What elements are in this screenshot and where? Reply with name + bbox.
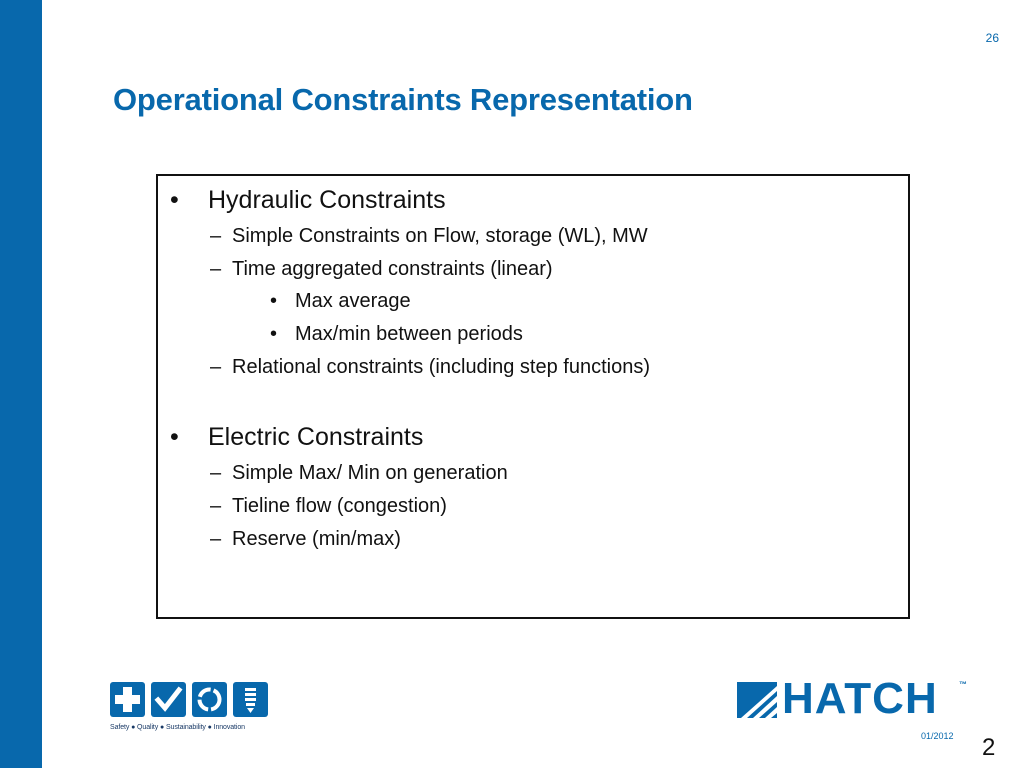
values-tagline: Safety ● Quality ● Sustainability ● Innovation bbox=[110, 724, 245, 731]
sub-bullet-text: Relational constraints (including step functions) bbox=[232, 356, 650, 378]
sub-bullet-text: Reserve (min/max) bbox=[232, 528, 401, 550]
bullet-text: Hydraulic Constraints bbox=[208, 186, 446, 214]
bullet-marker: • bbox=[270, 323, 278, 345]
bullet-marker: • bbox=[170, 423, 179, 451]
dash-marker: – bbox=[210, 495, 222, 517]
sub-bullet-text: Simple Constraints on Flow, storage (WL), MW bbox=[232, 225, 648, 247]
dash-marker: – bbox=[210, 462, 222, 484]
dash-marker: – bbox=[210, 356, 222, 378]
sub-sub-bullet-text: Max average bbox=[295, 290, 411, 312]
innovation-bulb-icon bbox=[233, 682, 268, 717]
bullet-text: Electric Constraints bbox=[208, 423, 424, 451]
dash-marker: – bbox=[210, 528, 222, 550]
dash-marker: – bbox=[210, 258, 222, 280]
bullet-marker: • bbox=[270, 290, 278, 312]
slide-number: 26 bbox=[985, 31, 999, 45]
safety-cross-icon bbox=[110, 682, 145, 717]
slide-title: Operational Constraints Representation bbox=[113, 82, 693, 117]
page-number: 2 bbox=[982, 734, 996, 761]
sustainability-cycle-icon bbox=[192, 682, 227, 717]
sub-sub-bullet-text: Max/min between periods bbox=[295, 323, 523, 345]
sub-bullet-text: Tieline flow (congestion) bbox=[232, 495, 447, 517]
sub-bullet-text: Time aggregated constraints (linear) bbox=[232, 258, 553, 280]
content-box bbox=[156, 174, 910, 619]
left-accent-bar bbox=[0, 0, 42, 768]
dash-marker: – bbox=[210, 225, 222, 247]
hatch-logo bbox=[737, 674, 977, 723]
trademark-symbol: ™ bbox=[959, 680, 967, 689]
sub-bullet-text: Simple Max/ Min on generation bbox=[232, 462, 508, 484]
brand-name: HATCH bbox=[782, 674, 938, 723]
quality-check-icon bbox=[151, 682, 186, 717]
footer-date: 01/2012 bbox=[921, 731, 954, 741]
hatch-stripes-icon bbox=[737, 682, 777, 718]
bullet-marker: • bbox=[170, 186, 179, 214]
